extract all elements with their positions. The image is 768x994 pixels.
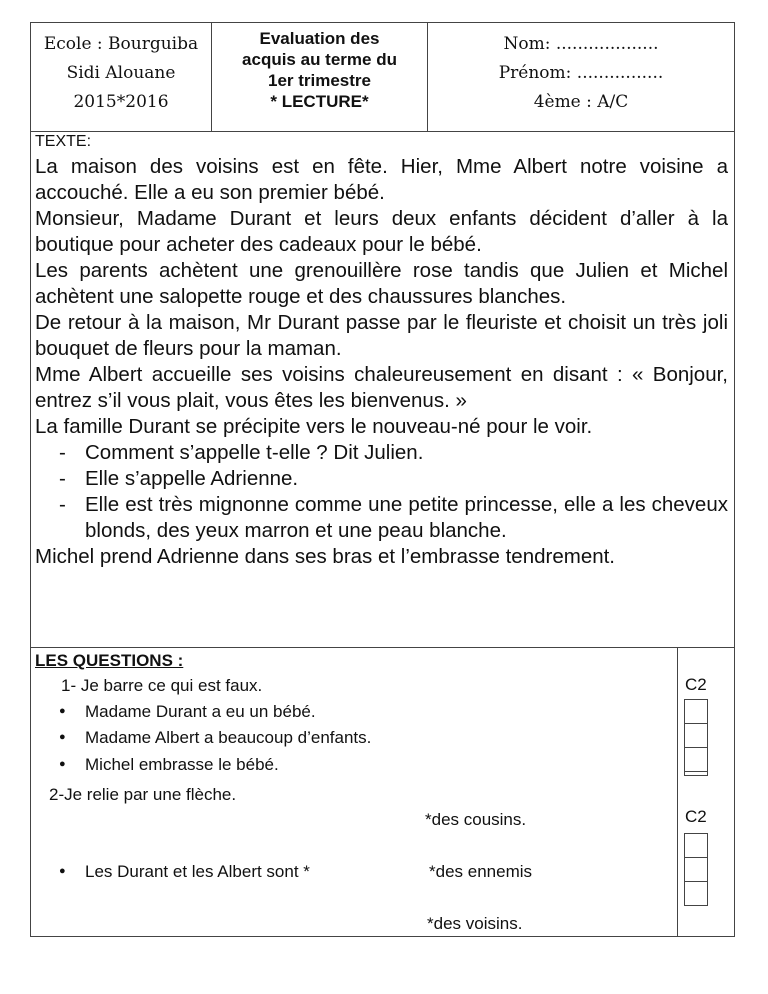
paragraph-4: De retour à la maison, Mr Durant passe par le fleuriste et choisit un très joli bouquet de fleurs pour la maman.: [35, 311, 728, 360]
question-1-item-1[interactable]: ● Madame Durant a eu un bébé.: [59, 702, 316, 722]
question-1-item-2[interactable]: ● Madame Albert a beaucoup d’enfants.: [59, 728, 371, 748]
school-location: Sidi Alouane: [66, 63, 176, 83]
score-box-1-base: [684, 771, 708, 776]
criterion-label-2: C2: [685, 807, 707, 826]
title-line-3: 1er trimestre: [267, 71, 371, 90]
questions-title: LES QUESTIONS :: [35, 651, 184, 670]
questions-divider: [31, 647, 734, 648]
score-box-2b[interactable]: [684, 857, 708, 882]
score-box-1c[interactable]: [684, 747, 708, 772]
paragraph-1: La maison des voisins est en fête. Hier, Mme Albert notre voisine a accouché. Elle a eu son premier bébé.: [35, 155, 728, 204]
score-box-2c[interactable]: [684, 881, 708, 906]
score-box-1b[interactable]: [684, 723, 708, 748]
school-cell: [31, 23, 212, 131]
criteria-column-divider: [677, 647, 678, 937]
question-2-option-2[interactable]: *des ennemis: [429, 862, 533, 881]
student-firstname-field: Prénom: ................: [498, 63, 664, 83]
question-2-stem[interactable]: ● Les Durant et les Albert sont *: [59, 862, 310, 882]
texte-label: TEXTE:: [35, 133, 92, 150]
student-cell: [428, 23, 734, 131]
school-year: 2015*2016: [73, 92, 169, 112]
criterion-label-1: C2: [685, 675, 707, 694]
question-1-prompt: 1- Je barre ce qui est faux.: [61, 676, 263, 695]
title-line-2: acquis au terme du: [242, 50, 397, 69]
question-2-prompt: 2-Je relie par une flèche.: [49, 785, 237, 804]
evaluation-sheet: [30, 22, 735, 937]
question-1-item-3[interactable]: ● Michel embrasse le bébé.: [59, 755, 279, 775]
dialogue-line-2: - Elle s’appelle Adrienne.: [35, 466, 728, 492]
paragraph-2: Monsieur, Madame Durant et leurs deux enfants décident d’aller à la boutique pour acheter des cadeaux pour le bébé.: [35, 207, 728, 256]
closing-paragraph: Michel prend Adrienne dans ses bras et l’embrasse tendrement.: [35, 545, 616, 568]
dialogue-line-3: - Elle est très mignonne comme une petite princesse, elle a les cheveux blonds, des yeux marron et une peau blanche.: [35, 492, 728, 544]
reading-text: [35, 154, 728, 570]
dialogue-line-1: - Comment s’appelle t-elle ? Dit Julien.: [35, 440, 728, 466]
question-2-option-3[interactable]: *des voisins.: [427, 914, 523, 933]
title-line-1: Evaluation des: [259, 29, 380, 48]
paragraph-6: La famille Durant se précipite vers le nouveau-né pour le voir.: [35, 415, 593, 438]
title-cell: [212, 23, 428, 131]
paragraph-5: Mme Albert accueille ses voisins chaleureusement en disant : « Bonjour, entrez s’il vous plait, vous êtes les bienvenus. »: [35, 363, 728, 412]
student-name-field: Nom: ...................: [503, 34, 659, 54]
student-class: 4ème : A/C: [533, 92, 629, 112]
header-table: [31, 23, 734, 132]
question-2-option-1[interactable]: *des cousins.: [425, 810, 527, 829]
score-box-1a[interactable]: [684, 699, 708, 724]
paragraph-3: Les parents achètent une grenouillère rose tandis que Julien et Michel achètent une salopette rouge et des chaussures blanches.: [35, 259, 728, 308]
title-line-4: * LECTURE*: [270, 92, 369, 111]
school-name: Ecole : Bourguiba: [43, 34, 199, 54]
score-box-2a[interactable]: [684, 833, 708, 858]
